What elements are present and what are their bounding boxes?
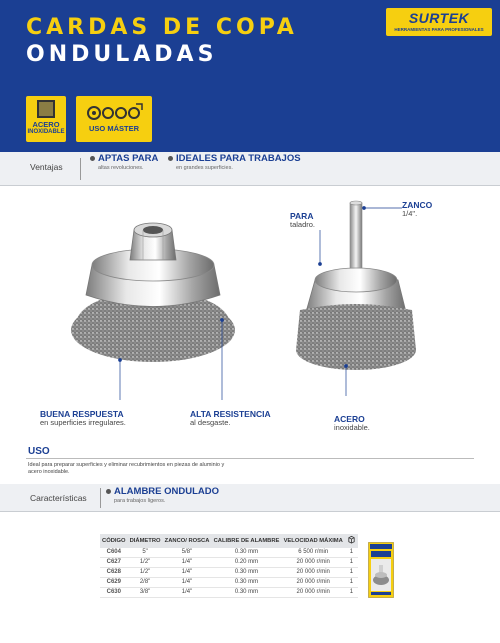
page-title-line2: ONDULADAS (26, 42, 218, 67)
cell-piezas: 1 (345, 548, 358, 558)
cell-piezas: 1 (345, 588, 358, 598)
callout-alta-sub: al desgaste. (190, 418, 231, 427)
callout-para-sub: taladro. (290, 220, 316, 229)
advantage-title-1: APTAS PARA (98, 153, 159, 164)
uso-title: USO (28, 446, 50, 457)
product-package-image (368, 542, 394, 598)
col-header-diametro: DIÁMETRO (128, 534, 163, 548)
callout-acero-sub: inoxidable. (334, 423, 370, 432)
table-header-row (100, 534, 358, 548)
advantage-title-2: IDEALES PARA TRABAJOS (176, 153, 301, 164)
brand-logo (386, 8, 492, 36)
cell-calibre: 0.30 mm (211, 548, 281, 558)
col-header-velocidad: VELOCIDAD MÁXIMA (281, 534, 344, 548)
callout-buena-title: BUENA RESPUESTA (40, 409, 124, 419)
table-row (100, 558, 358, 568)
callout-para-title: PARA (290, 211, 314, 221)
col-header-codigo: CÓDIGO (100, 534, 128, 548)
box-icon (347, 535, 356, 544)
feature-title: ALAMBRE ONDULADO (114, 486, 220, 497)
cell-diametro: 2/8" (128, 578, 163, 588)
cell-codigo: C628 (100, 568, 128, 578)
cell-codigo: C604 (100, 548, 128, 558)
cell-zanco: 5/8" (163, 548, 212, 558)
cell-velocidad: 20 000 r/min (281, 588, 344, 598)
table-row (100, 588, 358, 598)
brand-tagline: HERRAMIENTAS PARA PROFESIONALES (394, 27, 484, 32)
uso-text: Ideal para preparar superficies y eliminar recubrimientos en piezas de aluminio y acero inoxidable. (28, 462, 225, 476)
bullet-icon (106, 489, 111, 494)
bullet-icon (90, 156, 95, 161)
cell-codigo: C627 (100, 558, 128, 568)
cell-velocidad: 20 000 r/min (281, 568, 344, 578)
material-badge-line2: INOXIDABLE (27, 128, 65, 135)
usage-level-icon (86, 103, 144, 121)
cell-calibre: 0.20 mm (211, 558, 281, 568)
bullet-icon (168, 156, 173, 161)
cell-zanco: 1/4" (163, 578, 212, 588)
col-header-calibre: CALIBRE DE ALAMBRE (211, 534, 281, 548)
cup-brush-nut (71, 223, 235, 362)
cell-diametro: 5" (128, 548, 163, 558)
col-header-zanco: ZANCO/ ROSCA (163, 534, 212, 548)
advantage-subtitle-2: en grandes superficies. (176, 165, 233, 171)
table-row (100, 578, 358, 588)
cell-diametro: 1/2" (128, 568, 163, 578)
cell-piezas: 1 (345, 578, 358, 588)
cell-zanco: 1/4" (163, 558, 212, 568)
usage-badge (76, 96, 152, 142)
stainless-steel-icon (37, 100, 55, 118)
table-row (100, 568, 358, 578)
page-title-line1: CARDAS DE COPA (26, 15, 298, 40)
cell-diametro: 1/2" (128, 558, 163, 568)
cell-velocidad: 20 000 r/min (281, 558, 344, 568)
divider (100, 488, 101, 508)
material-badge-line1: ACERO (32, 120, 60, 129)
cell-piezas: 1 (345, 568, 358, 578)
cell-calibre: 0.30 mm (211, 578, 281, 588)
badge-band (0, 88, 500, 152)
cell-velocidad: 20 000 r/min (281, 578, 344, 588)
cell-codigo: C629 (100, 578, 128, 588)
advantage-subtitle-1: altas revoluciones. (98, 165, 144, 171)
caracteristicas-label: Características (30, 493, 87, 503)
cell-diametro: 3/8" (128, 588, 163, 598)
feature-subtitle: para trabajos ligeros. (114, 498, 166, 504)
callout-alta-title: ALTA RESISTENCIA (190, 409, 271, 419)
spec-table (100, 534, 358, 598)
cell-piezas: 1 (345, 558, 358, 568)
callout-zanco-sub: 1/4". (402, 209, 418, 218)
cell-zanco: 1/4" (163, 568, 212, 578)
pieces-icon (345, 534, 358, 548)
usage-badge-label: USO MÁSTER (88, 124, 139, 133)
callout-zanco-title: ZANCO (402, 200, 433, 210)
brand-name: SURTEK (408, 10, 470, 26)
cell-codigo: C630 (100, 588, 128, 598)
cell-velocidad: 6 500 r/min (281, 548, 344, 558)
divider (26, 458, 474, 459)
cell-calibre: 0.30 mm (211, 568, 281, 578)
product-illustration (0, 190, 500, 440)
ventajas-label: Ventajas (30, 162, 63, 172)
material-badge (26, 96, 66, 142)
callout-buena-sub: en superficies irregulares. (40, 418, 126, 427)
cell-calibre: 0.30 mm (211, 588, 281, 598)
cell-zanco: 1/4" (163, 588, 212, 598)
divider (80, 158, 81, 180)
callout-acero-title: ACERO (334, 414, 365, 424)
table-row (100, 548, 358, 558)
